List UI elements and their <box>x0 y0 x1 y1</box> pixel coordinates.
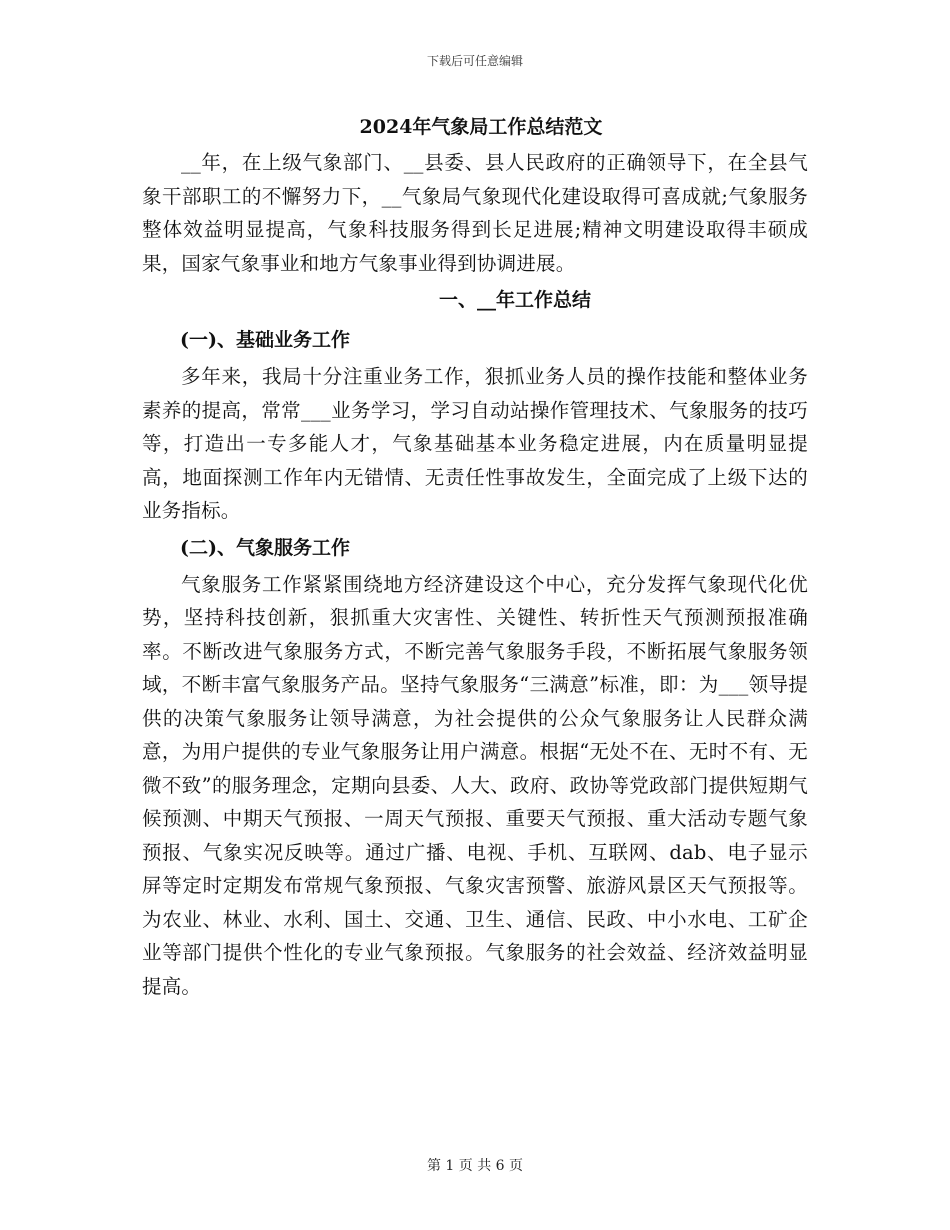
intro-paragraph: __年，在上级气象部门、__县委、县人民政府的正确领导下，在全县气象干部职工的不懈努力下，__气象局气象现代化建设取得可喜成就;气象服务整体效益明显提高，气象科技服务得到长足进展;精神文明建设取得丰硕成果，国家气象事业和地方气象事业得到协调进展。 <box>142 151 808 275</box>
service-work-paragraph: 气象服务工作紧紧围绕地方经济建设这个中心，充分发挥气象现代化优势，坚持科技创新，狠抓重大灾害性、关键性、转折性天气预测预报准确率。不断改进气象服务方式，不断完善气象服务手段，不断拓展气象服务领域，不断丰富气象服务产品。坚持气象服务“三满意”标准，即：为___领导提供的决策气象服务让领导满意，为社会提供的公众气象服务让人民群众满意，为用户提供的专业气象服务让用户满意。根据“无处不在、无时不有、无微不致”的服务理念，定期向县委、人大、政府、政协等党政部门提供短期气候预测、中期天气预报、一周天气预报、重要天气预报、重大活动专题气象预报、气象实况反映等。通过广播、电视、手机、互联网、dab、电子显示屏等定时定期发布常规气象预报、气象灾害预警、旅游风景区天气预报等。为农业、林业、水利、国土、交通、卫生、通信、民政、中小水电、工矿企业等部门提供个性化的专业气象预报。气象服务的社会效益、经济效益明显提高。 <box>142 572 808 998</box>
basic-work-paragraph: 多年来，我局十分注重业务工作，狠抓业务人员的操作技能和整体业务素养的提高，常常___业务学习，学习自动站操作管理技术、气象服务的技巧等，打造出一专多能人才，气象基础基本业务稳定进展，内在质量明显提高，地面探测工作年内无错情、无责任性事故发生，全面完成了上级下达的业务指标。 <box>142 365 808 522</box>
document-body <box>142 108 808 1003</box>
page-header: 下载后可任意编辑 <box>426 54 523 68</box>
subsection-heading-basic-work: (一)、基础业务工作 <box>180 329 350 351</box>
subsection-heading-service-work: (二)、气象服务工作 <box>180 536 350 559</box>
section-heading-1: 一、__年工作总结 <box>438 289 591 311</box>
page-footer: 第 1 页 共 6 页 <box>426 1158 524 1174</box>
document-title: 2024年气象局工作总结范文 <box>359 116 603 138</box>
